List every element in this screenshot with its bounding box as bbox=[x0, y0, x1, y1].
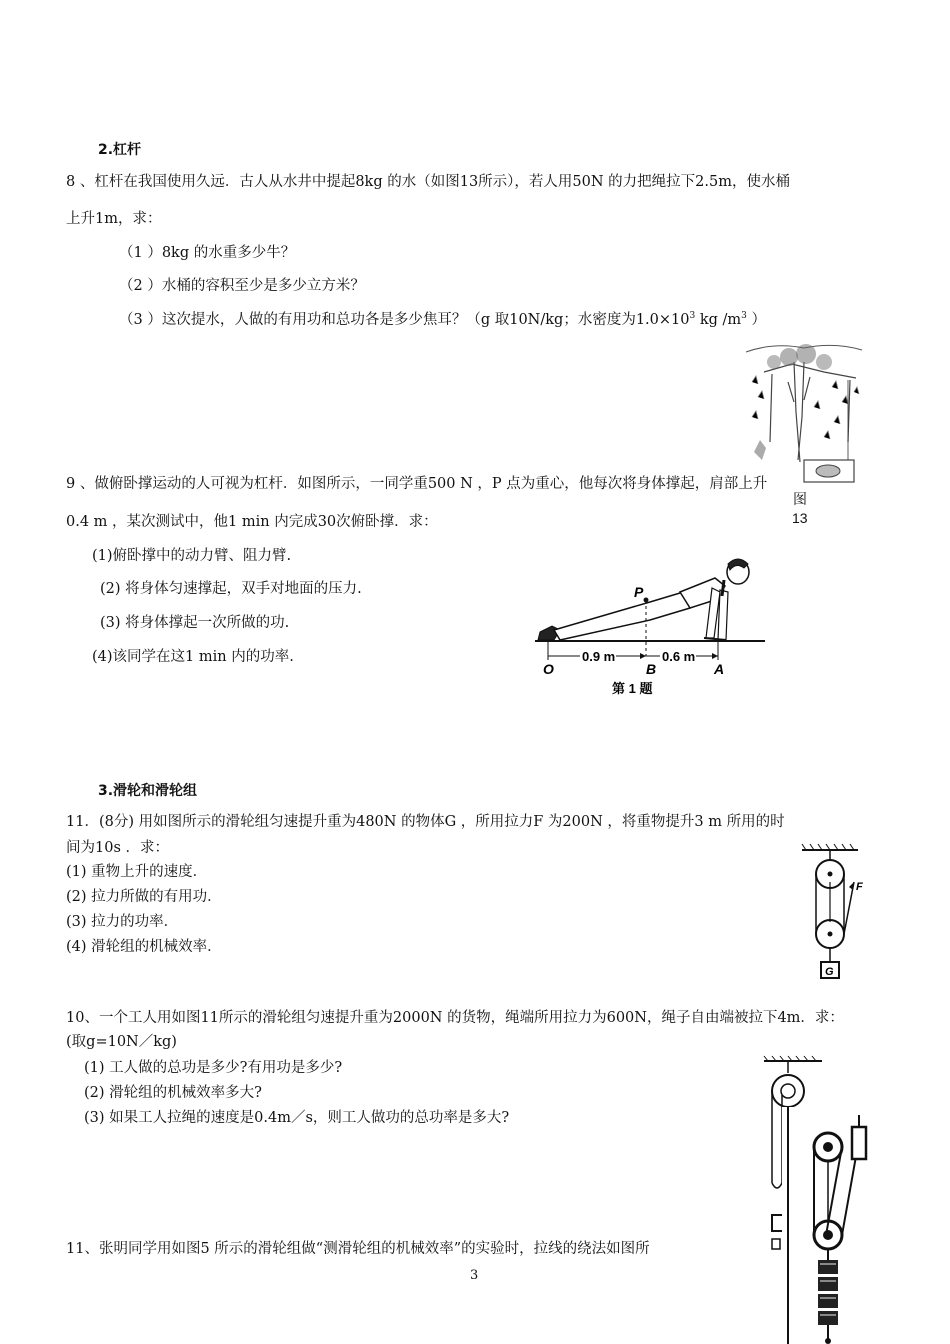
q8-sub2: （2 ）水桶的容积至少是多少立方米？ bbox=[119, 278, 365, 294]
q11a-text-line2: 间为10s ．求： bbox=[66, 840, 170, 856]
force-f-label: F bbox=[856, 881, 863, 893]
q8-text-line1: 8 、杠杆在我国使用久远．古人从水井中提起8kg 的水（如图13所示），若人用50N 的力把绳拉下2.5m，使水桶 bbox=[66, 174, 790, 190]
q9-text-line1: 9 、做俯卧撑运动的人可视为杠杆．如图所示，一同学重500 N ，P 点为重心，他每次将身体撑起，肩部上升 bbox=[66, 476, 768, 492]
pulley-system-figure-1 bbox=[796, 842, 866, 984]
figure-13-caption-label: 图 bbox=[793, 491, 807, 507]
q8-text-line2: 上升1m，求： bbox=[66, 211, 162, 227]
pushup-figure-caption: 第 1 题 bbox=[612, 681, 653, 696]
q9-sub4: (4)该同学在这1 min 内的功率. bbox=[92, 649, 294, 665]
figure-13-caption-number: 13 bbox=[792, 510, 808, 526]
page-number: 3 bbox=[470, 1268, 479, 1283]
q11a-sub3: (3) 拉力的功率． bbox=[66, 914, 179, 930]
section-heading-lever: 2.杠杆 bbox=[98, 142, 142, 158]
weight-g-label: G bbox=[825, 966, 834, 978]
point-b-label: B bbox=[646, 661, 657, 677]
q9-sub2: (2) 将身体匀速撑起，双手对地面的压力. bbox=[100, 581, 362, 597]
section-heading-pulley: 3.滑轮和滑轮组 bbox=[98, 783, 198, 799]
pulley-system-figure-2 bbox=[760, 1055, 880, 1344]
point-o-label: O bbox=[543, 661, 554, 677]
q11a-sub1: (1) 重物上升的速度． bbox=[66, 864, 208, 880]
q9-sub1: (1)俯卧撑中的动力臂、阻力臂. bbox=[92, 548, 292, 564]
q10-sub1: (1) 工人做的总功是多少?有用功是多少? bbox=[84, 1060, 343, 1076]
distance-ob-label: 0.9 m bbox=[582, 649, 616, 664]
q11a-sub4: (4) 滑轮组的机械效率． bbox=[66, 939, 222, 955]
q8-sub3: （3 ）这次提水，人做的有用功和总功各是多少焦耳？（g 取10N/kg；水密度为$1.0\times 10^3$ kg $/m^3$ ） bbox=[119, 311, 766, 328]
point-p-label: P bbox=[634, 584, 644, 600]
well-illustration-figure bbox=[744, 342, 864, 490]
point-a-label: A bbox=[714, 661, 725, 677]
distance-ba-label: 0.6 m bbox=[662, 649, 696, 664]
q9-text-line2: 0.4 m ，某次测试中，他1 min 内完成30次俯卧撑．求： bbox=[66, 514, 438, 530]
q8-sub1: （1 ）8kg 的水重多少牛？ bbox=[119, 245, 296, 261]
q11b-text-line1: 11、张明同学用如图5 所示的滑轮组做“测滑轮组的机械效率”的实验时，拉线的绕法如图所 bbox=[66, 1241, 650, 1257]
q9-sub3: (3) 将身体撑起一次所做的功. bbox=[100, 615, 290, 631]
q10-text-line1: 10、一个工人用如图11所示的滑轮组匀速提升重为2000N 的货物，绳端所用拉力为600N，绳子自由端被拉下4m．求： bbox=[66, 1010, 844, 1026]
q11a-sub2: (2) 拉力所做的有用功． bbox=[66, 889, 222, 905]
q10-text-line2: (取g=10N／kg) bbox=[66, 1034, 177, 1050]
q11a-text-line1: 11．(8分) 用如图所示的滑轮组匀速提升重为480N 的物体G ，所用拉力F 为200N ，将重物提升3 m 所用的时 bbox=[66, 814, 785, 830]
pushup-figure bbox=[530, 550, 770, 700]
q10-sub2: (2) 滑轮组的机械效率多大? bbox=[84, 1085, 262, 1101]
q10-sub3: (3) 如果工人拉绳的速度是0.4m／s，则工人做功的总功率是多大? bbox=[84, 1110, 510, 1126]
